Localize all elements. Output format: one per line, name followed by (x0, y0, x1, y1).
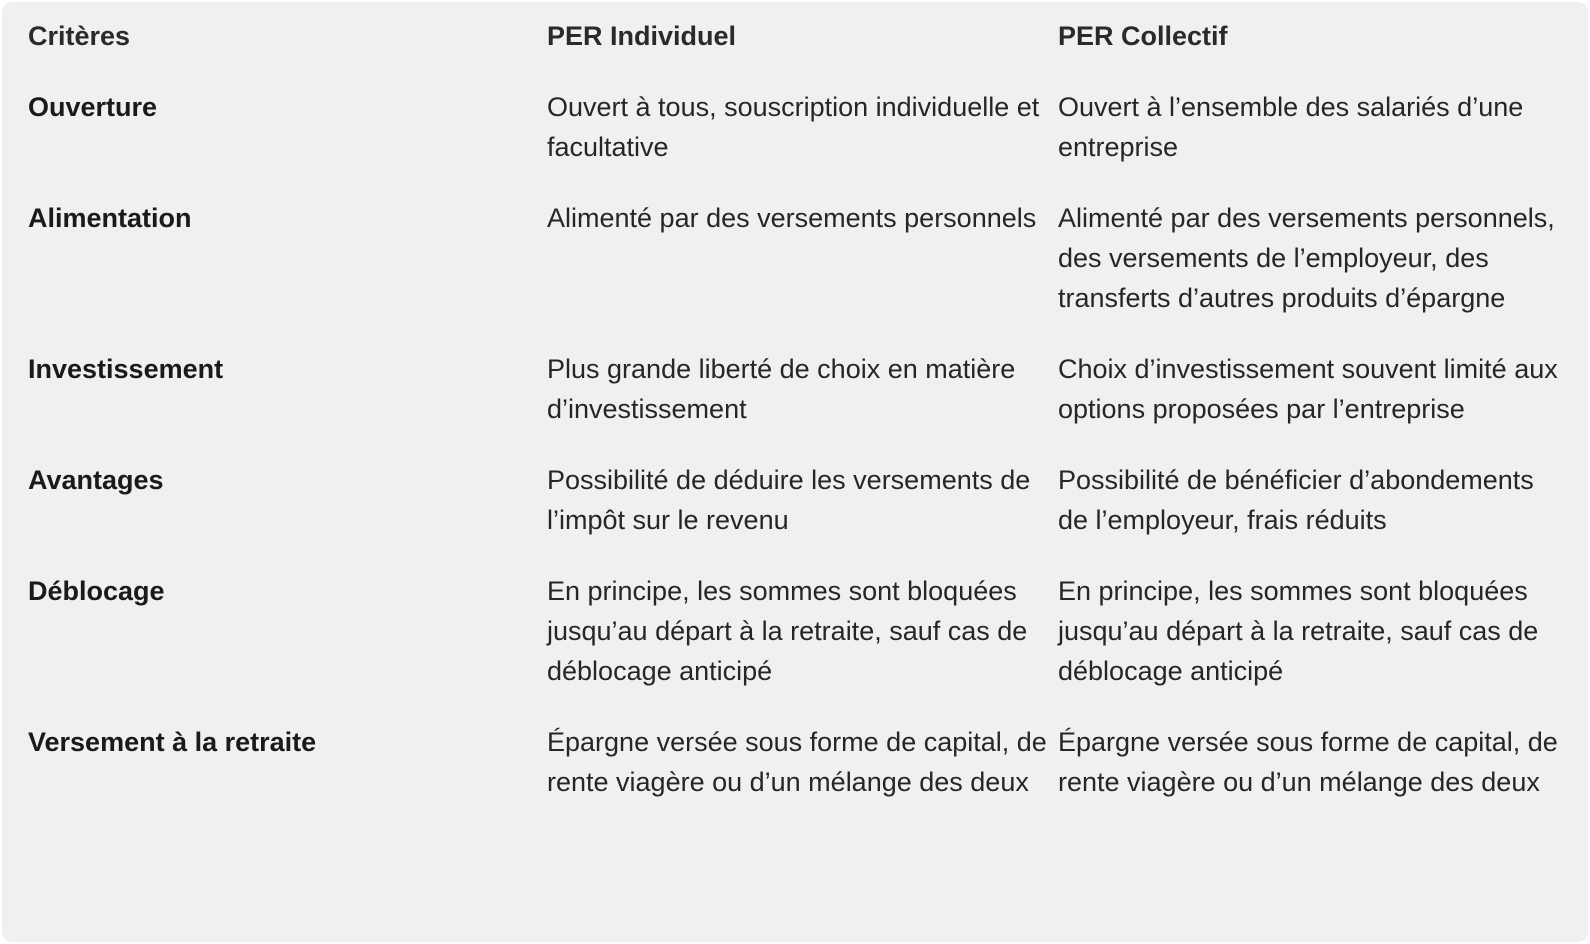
table-row (28, 460, 1568, 571)
collectif-cell: Ouvert à l’ensemble des salariés d’une entreprise (1058, 92, 1524, 162)
criterion-cell: Avantages (28, 465, 164, 495)
collectif-cell: En principe, les sommes sont bloquées jusqu’au départ à la retraite, sauf cas de déblocage anticipé (1058, 576, 1539, 686)
collectif-cell: Choix d’investissement souvent limité aux options proposées par l’entreprise (1058, 354, 1558, 424)
table-row (28, 198, 1568, 349)
criterion-cell: Versement à la retraite (28, 727, 317, 757)
individuel-cell: Alimenté par des versements personnels (547, 203, 1037, 233)
header-per-collectif: PER Collectif (1058, 21, 1228, 51)
collectif-cell: Alimenté par des versements personnels, des versements de l’employeur, des transferts d’autres produits d’épargne (1058, 203, 1555, 313)
collectif-cell: Possibilité de bénéficier d’abondements de l’employeur, frais réduits (1058, 465, 1534, 535)
collectif-cell: Épargne versée sous forme de capital, de rente viagère ou d’un mélange des deux (1058, 727, 1558, 797)
criterion-cell: Investissement (28, 354, 224, 384)
per-comparison-table (28, 16, 1568, 833)
individuel-cell: Ouvert à tous, souscription individuelle et facultative (547, 92, 1040, 162)
individuel-cell: Épargne versée sous forme de capital, de rente viagère ou d’un mélange des deux (547, 727, 1047, 797)
individuel-cell: Plus grande liberté de choix en matière d’investissement (547, 354, 1016, 424)
header-per-individuel: PER Individuel (547, 21, 737, 51)
individuel-cell: En principe, les sommes sont bloquées jusqu’au départ à la retraite, sauf cas de déblocage anticipé (547, 576, 1028, 686)
table-row (28, 722, 1568, 833)
criterion-cell: Ouverture (28, 92, 158, 122)
criterion-cell: Déblocage (28, 576, 165, 606)
individuel-cell: Possibilité de déduire les versements de l’impôt sur le revenu (547, 465, 1031, 535)
table-row (28, 571, 1568, 722)
table-header-row (28, 16, 1568, 87)
table-row (28, 87, 1568, 198)
table-row (28, 349, 1568, 460)
criterion-cell: Alimentation (28, 203, 192, 233)
header-criteres: Critères (28, 21, 131, 51)
comparison-panel (2, 2, 1588, 942)
